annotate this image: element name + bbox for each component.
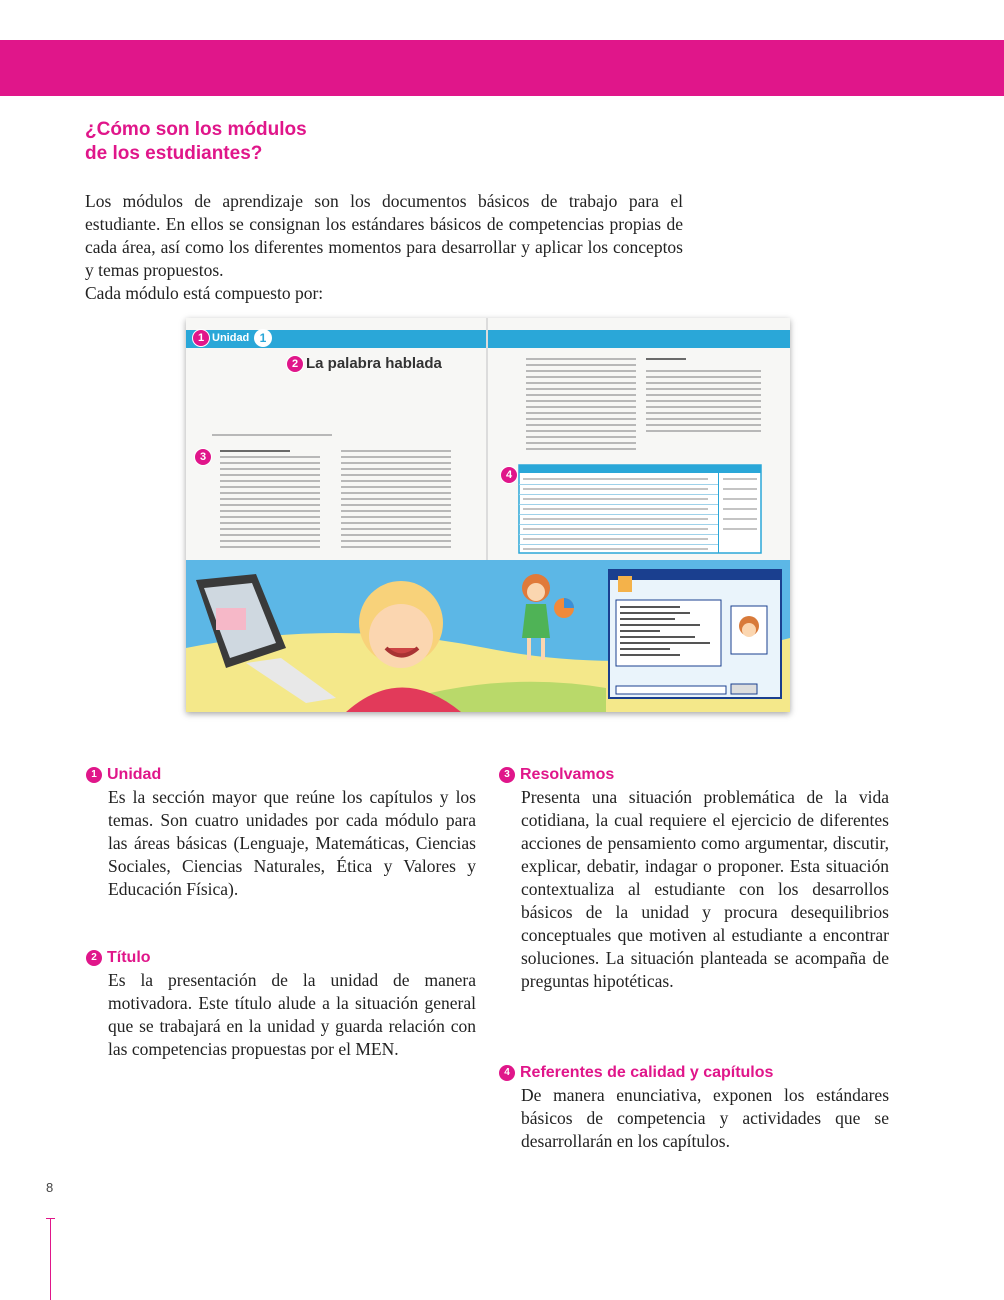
marker-3: 3 — [194, 448, 212, 466]
section-titulo-number: 2 — [86, 950, 102, 966]
marker-1: 1 — [192, 329, 210, 347]
section-titulo-title: Título — [107, 949, 151, 966]
module-spread-image — [186, 318, 790, 712]
heading-line-2: de los estudiantes? — [85, 143, 263, 164]
spread-unit-label: Unidad — [212, 332, 250, 344]
section-referentes-title: Referentes de calidad y capítulos — [520, 1064, 774, 1081]
section-referentes-heading — [504, 1062, 889, 1084]
section-referentes-number: 4 — [499, 1065, 515, 1081]
heading-line-1: ¿Cómo son los módulos — [85, 119, 307, 140]
section-referentes-body: De manera enunciativa, exponen los estándares básicos de competencia y actividades que se desarrollarán en los capítulos. — [521, 1085, 889, 1151]
page-heading — [85, 118, 485, 166]
section-titulo-body: Es la presentación de la unidad de manera motivadora. Este título alude a la situación general que se trabajará en la unidad y guarda relación con las competencias propuestas por el MEN. — [108, 970, 476, 1059]
marker-2: 2 — [286, 355, 304, 373]
intro-text — [85, 190, 683, 305]
section-resolvamos-heading — [504, 764, 889, 786]
intro-lead: Cada módulo está compuesto por: — [85, 283, 324, 303]
spread-unit-number: 1 — [254, 329, 272, 347]
section-titulo — [91, 947, 476, 1061]
intro-paragraph: Los módulos de aprendizaje son los documentos básicos de trabajo para el estudiante. En ellos se consignan los estándares básicos de competencias propias de cada área, así como los diferentes momentos para desarrollar y aplicar los conceptos y temas propuestos. — [85, 191, 683, 280]
section-unidad-number: 1 — [86, 767, 102, 783]
page-rule — [50, 1218, 51, 1300]
section-unidad — [91, 764, 476, 901]
page-number: 8 — [46, 1180, 54, 1195]
section-unidad-body: Es la sección mayor que reúne los capítulos y los temas. Son cuatro unidades por cada módulo para las áreas básicas (Lenguaje, Matemáticas, Ciencias Sociales, Ciencias Naturales, Ética y Valores y Educación Física). — [108, 787, 476, 899]
section-resolvamos-number: 3 — [499, 767, 515, 783]
section-referentes — [504, 1062, 889, 1153]
section-resolvamos-body: Presenta una situación problemática de la vida cotidiana, la cual requiere el ejercicio de diferentes acciones de pensamiento como argumentar, discutir, explicar, debatir, indagar o proponer. Esta situación contextualiza al estudiante con los desarrollos básicos de la unidad y procura desequilibrios conceptuales que motiven al estudiante a encontrar soluciones. La situación planteada se acompaña de preguntas hipotéticas. — [521, 787, 889, 991]
module-spread-illustration — [186, 318, 790, 712]
top-magenta-band — [0, 40, 1004, 96]
section-unidad-title: Unidad — [107, 766, 162, 783]
section-resolvamos-title: Resolvamos — [520, 766, 615, 783]
marker-4: 4 — [500, 466, 518, 484]
section-unidad-heading — [91, 764, 476, 786]
spread-title: La palabra hablada — [306, 355, 442, 372]
section-resolvamos — [504, 764, 889, 993]
section-titulo-heading — [91, 947, 476, 969]
